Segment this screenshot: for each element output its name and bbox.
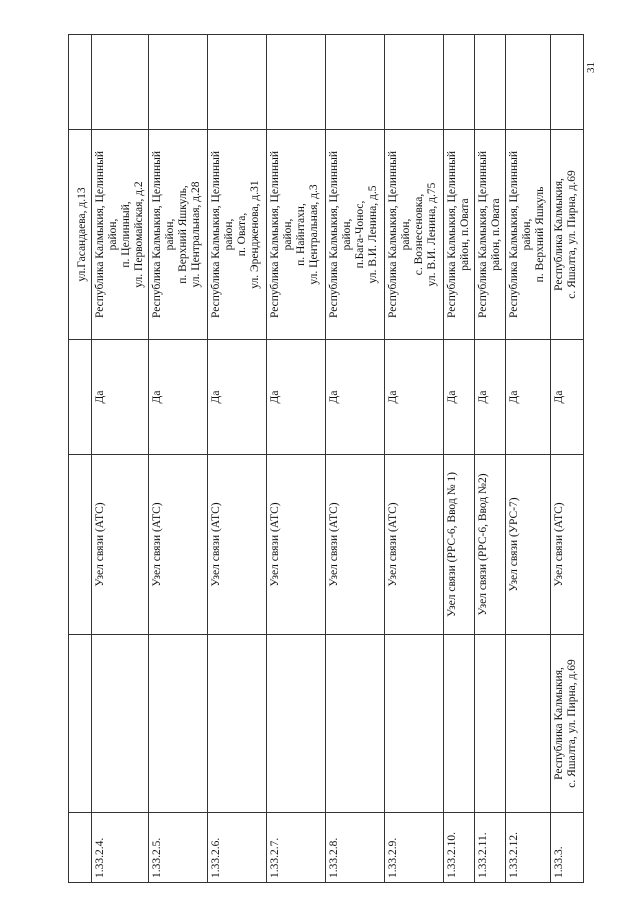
table-row — [149, 35, 208, 883]
address-line: район, п.Овата — [459, 198, 471, 271]
row-number: 1.33.2.4. — [92, 813, 149, 883]
address-fragment: ул.Гасандаева, д.13 — [69, 130, 92, 340]
facility-name: Узел связи (АТС) — [149, 455, 208, 635]
table-row — [444, 35, 475, 883]
flag-value: Да — [326, 340, 385, 455]
address-cell — [444, 130, 475, 340]
flag-value: Да — [444, 340, 475, 455]
address-line: район, — [282, 218, 294, 251]
table-row-top-fragment — [69, 35, 92, 883]
flag-value: Да — [551, 340, 584, 455]
table-row — [267, 35, 326, 883]
address-cell — [475, 130, 506, 340]
address-line: район, — [164, 218, 176, 251]
address-line: п. Верхний Яшкуль, — [177, 185, 189, 284]
address-line: район, п.Овата — [490, 198, 502, 271]
address-line: Республика Калмыкия, — [553, 178, 565, 291]
address-cell — [326, 130, 385, 340]
address-line: ул. Центральная, д.28 — [190, 181, 202, 288]
row-number: 1.33.2.5. — [149, 813, 208, 883]
table-row — [506, 35, 551, 883]
address-line: ул. Центральная, д.3 — [308, 184, 320, 285]
flag-value: Да — [208, 340, 267, 455]
address-line: п. Верхний Яшкуль — [534, 186, 546, 283]
address-cell — [551, 130, 584, 340]
address-line: Республика Калмыкия, Целинный — [508, 150, 520, 319]
flag-value: Да — [475, 340, 506, 455]
row-number: 1.33.2.11. — [475, 813, 506, 883]
address-line: Республика Калмыкия, Целинный — [446, 150, 458, 319]
facility-name: Узел связи (АТС) — [551, 455, 584, 635]
flag-value: Да — [385, 340, 444, 455]
address-cell — [149, 130, 208, 340]
table-row — [475, 35, 506, 883]
address-line: с. Яшалта, ул. Пирна, д.69 — [566, 659, 578, 788]
address-line: с. Вознесеновка, — [413, 193, 425, 276]
address-cell — [92, 130, 149, 340]
address-line: район, — [400, 218, 412, 251]
address-line: Республика Калмыкия, Целинный — [210, 150, 222, 319]
row-number: 1.33.2.6. — [208, 813, 267, 883]
facility-name: Узел связи (РРС-6, Ввод №2) — [475, 455, 506, 635]
address-line: п. Целинный, — [120, 201, 132, 268]
address-cell — [506, 130, 551, 340]
facility-name: Узел связи (УРС-7) — [506, 455, 551, 635]
address-line: п. Найнтахн, — [295, 203, 307, 266]
address-line: с. Яшалта, ул. Пирна, д.69 — [566, 170, 578, 299]
address-line: Республика Калмыкия, — [553, 667, 565, 780]
address-line: Республика Калмыкия, Целинный — [94, 150, 106, 319]
row-number: 1.33.2.12. — [506, 813, 551, 883]
flag-value: Да — [267, 340, 326, 455]
table-row — [92, 35, 149, 883]
flag-value: Да — [92, 340, 149, 455]
address-cell — [267, 130, 326, 340]
row-number: 1.33.2.10. — [444, 813, 475, 883]
row-number: 1.33.2.8. — [326, 813, 385, 883]
address-line: район, — [223, 218, 235, 251]
address-line: п.Бага-Чонос, — [354, 200, 366, 269]
table-row — [551, 35, 584, 883]
address-line: Республика Калмыкия, Целинный — [387, 150, 399, 319]
table-row — [326, 35, 385, 883]
address-line: ул. В.И. Ленина, д.5 — [367, 185, 379, 284]
address-cell — [385, 130, 444, 340]
facilities-table — [68, 34, 584, 883]
flag-value: Да — [149, 340, 208, 455]
address-line: п. Овата, — [236, 212, 248, 257]
address-line: Республика Калмыкия, Целинный — [269, 150, 281, 319]
facility-name: Узел связи (АТС) — [92, 455, 149, 635]
facility-name: Узел связи (АТС) — [385, 455, 444, 635]
address-line: Республика Калмыкия, Целинный — [477, 150, 489, 319]
facility-name: Узел связи (АТС) — [326, 455, 385, 635]
address-line: Республика Калмыкия, Целинный — [151, 150, 163, 319]
page-number: 31 — [585, 62, 597, 73]
row-number: 1.33.2.9. — [385, 813, 444, 883]
address-cell — [208, 130, 267, 340]
address-line: район, — [521, 218, 533, 251]
row-number: 1.33.2.7. — [267, 813, 326, 883]
facility-name: Узел связи (АТС) — [267, 455, 326, 635]
flag-value: Да — [506, 340, 551, 455]
address-line: район, — [341, 218, 353, 251]
facility-name: Узел связи (АТС) — [208, 455, 267, 635]
address-line: ул. В.И. Ленина, д.75 — [426, 182, 438, 287]
facility-name: Узел связи (РРС-6, Ввод № 1) — [444, 455, 475, 635]
address-line: район, — [107, 218, 119, 251]
row-number: 1.33.3. — [551, 813, 584, 883]
table-row — [208, 35, 267, 883]
table-row — [385, 35, 444, 883]
address-line: Республика Калмыкия, Целинный — [328, 150, 340, 319]
address-cell-extra — [551, 635, 584, 813]
address-line: ул. Эрендженова, д.31 — [249, 180, 261, 289]
address-line: ул. Первомайская, д.2 — [133, 181, 145, 288]
